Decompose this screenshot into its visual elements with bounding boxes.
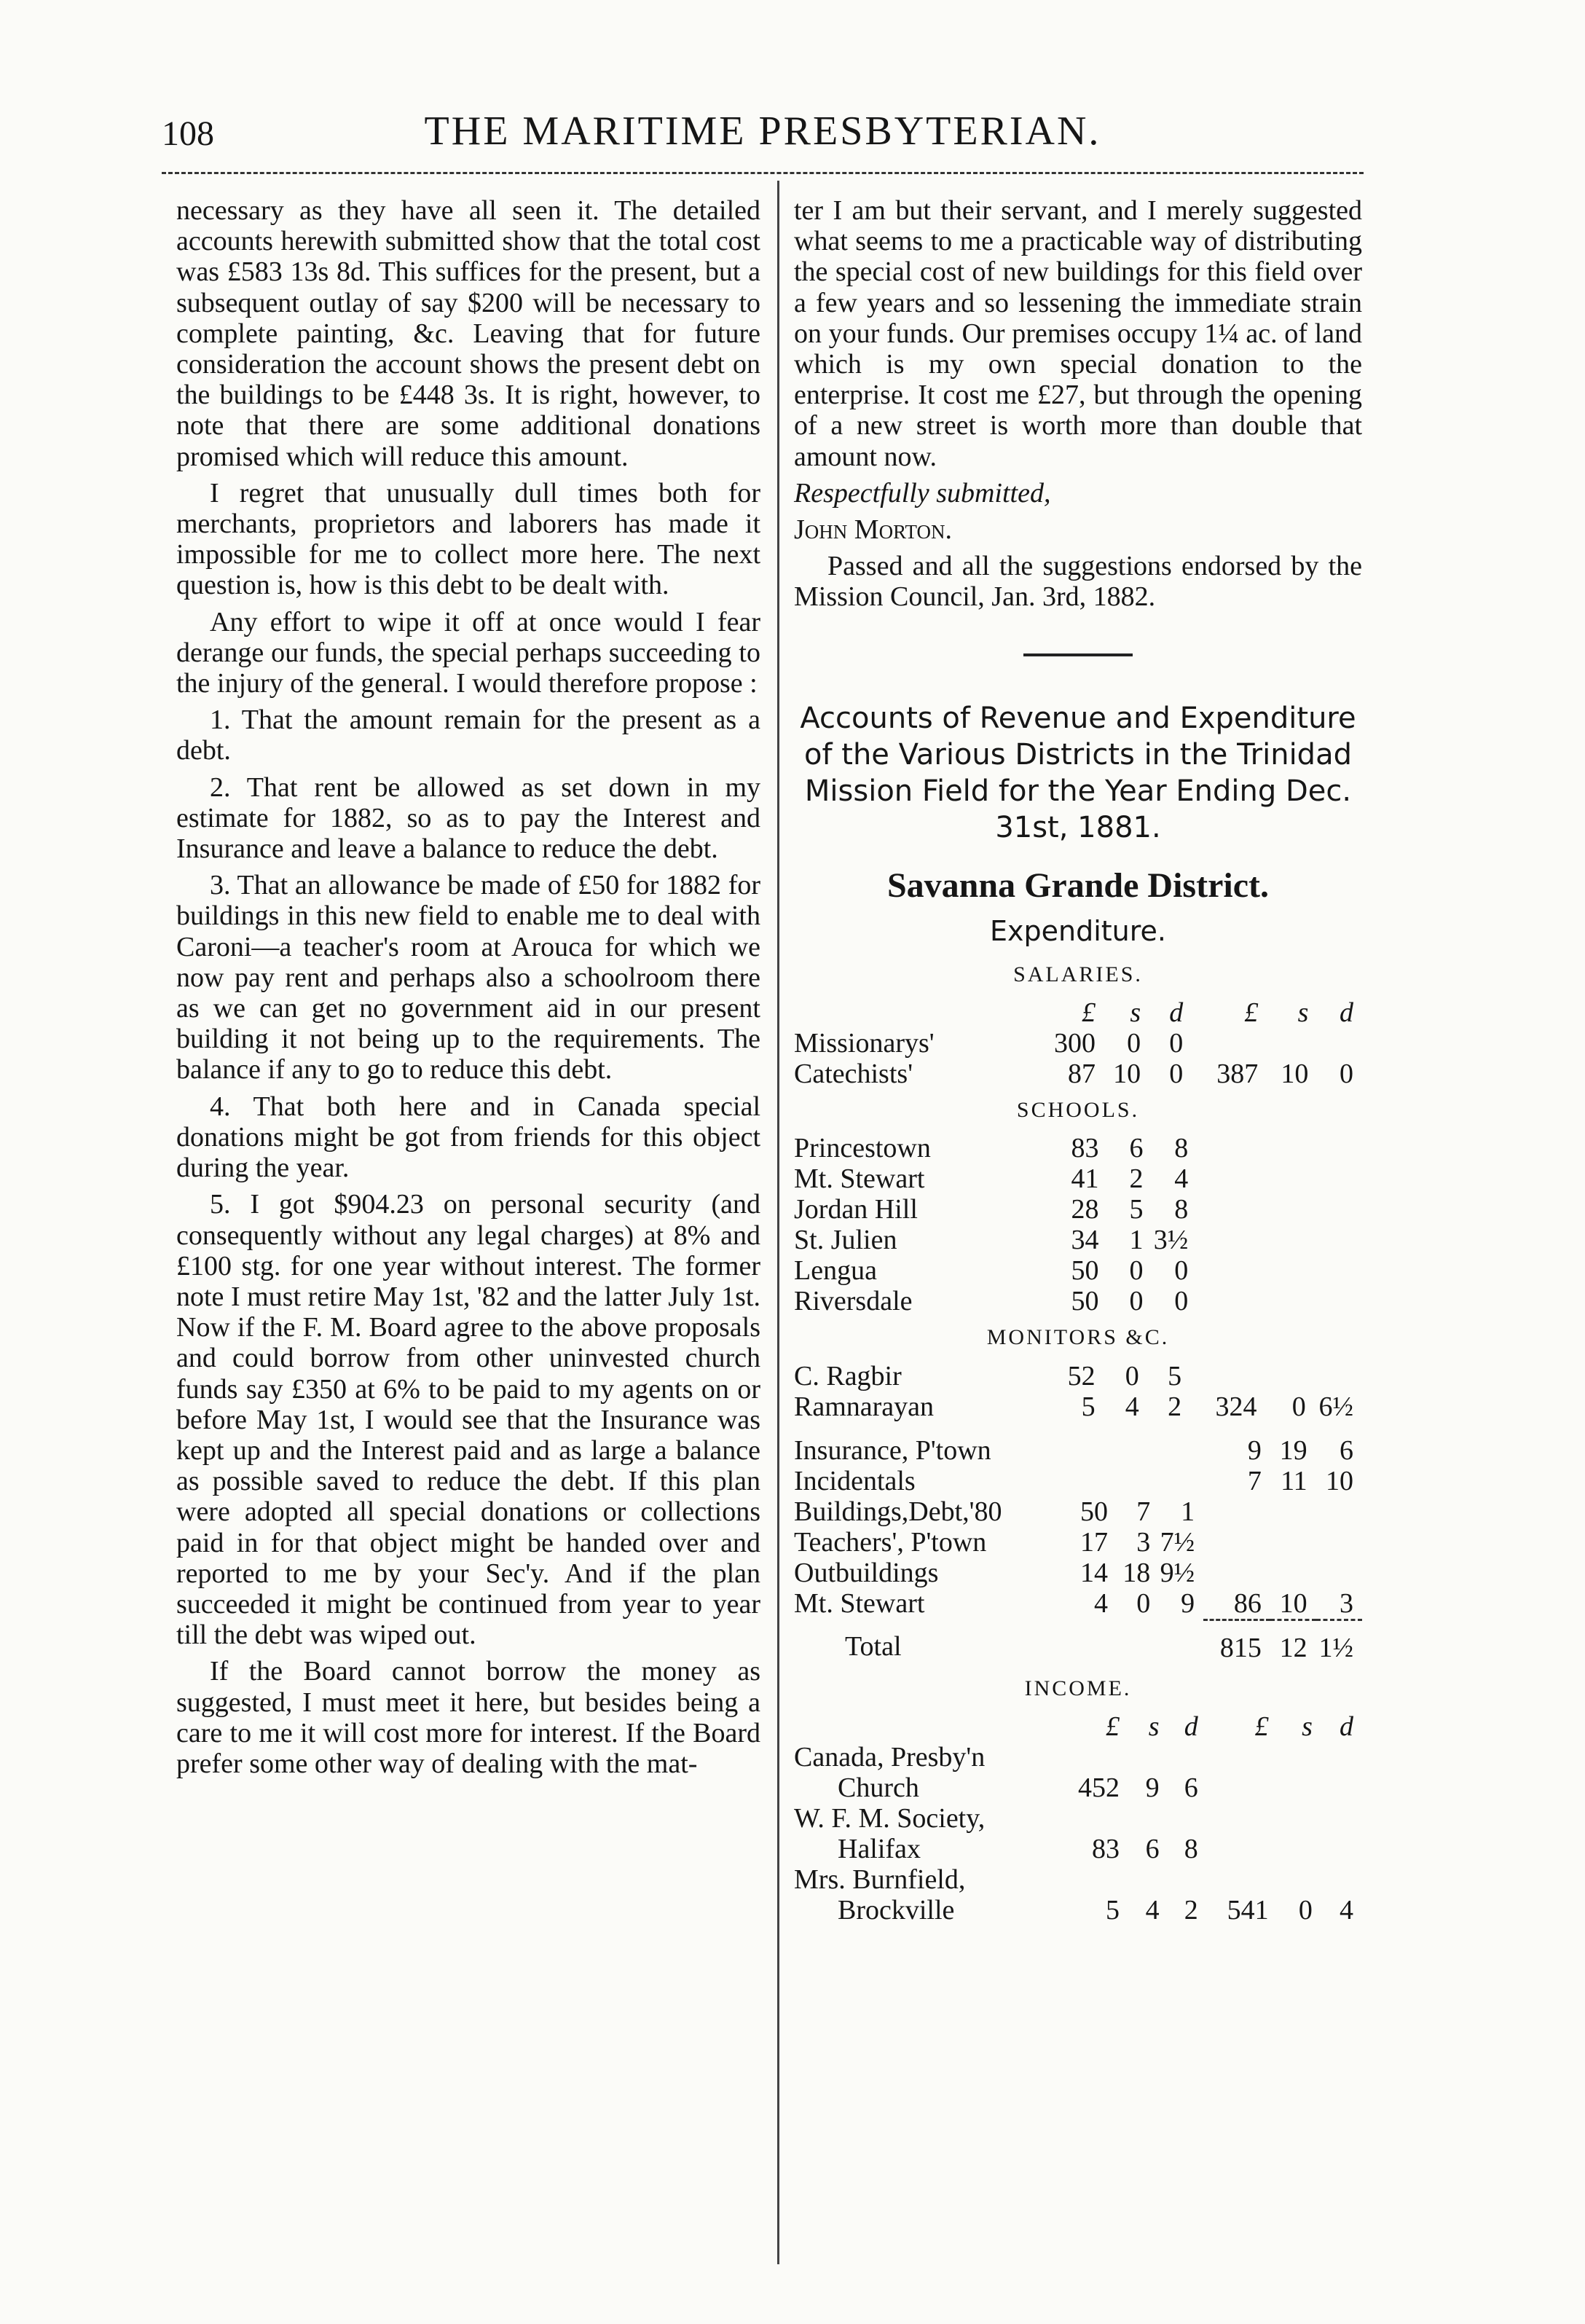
amount-cell: 18 xyxy=(1122,1557,1151,1588)
account-row xyxy=(794,1255,1362,1286)
amount-cell xyxy=(1192,1028,1267,1059)
amount-cell xyxy=(1278,1742,1321,1773)
page-header xyxy=(162,108,1364,166)
account-label: Church xyxy=(838,1772,919,1803)
amount-cell xyxy=(1128,1864,1168,1895)
amount-cell xyxy=(1270,1496,1316,1527)
proposal-item: 1. That the amount remain for the present as a debt. xyxy=(176,704,760,766)
account-label: Incidentals xyxy=(794,1465,916,1496)
amount-cell: 8 xyxy=(1174,1133,1189,1164)
amount-cell: 0 xyxy=(1174,1286,1189,1317)
amount-cell: 83 xyxy=(1092,1833,1120,1864)
amount-cell: 0 xyxy=(1125,1360,1139,1391)
amount-cell: 387 xyxy=(1216,1059,1259,1090)
amount-cell: 41 xyxy=(1071,1163,1099,1195)
amount-cell xyxy=(1269,1286,1317,1316)
amount-cell xyxy=(1316,1558,1362,1588)
amount-cell xyxy=(1321,1742,1362,1773)
amount-cell xyxy=(1278,1834,1321,1864)
schools-table xyxy=(794,1133,1362,1316)
amount-cell xyxy=(1128,1803,1168,1834)
account-label: Outbuildings xyxy=(794,1557,939,1588)
subsection-title: SCHOOLS. xyxy=(1016,1098,1140,1123)
amount-cell: 10 xyxy=(1326,1465,1353,1496)
paragraph: If the Board cannot borrow the money as suggested, I must meet it here, but besides being a care to me it will cost more for interest. If the Board prefer some other way of dealing with the mat- xyxy=(176,1656,760,1779)
amount-cell xyxy=(1318,1225,1362,1255)
amount-cell xyxy=(1128,1742,1168,1773)
account-label: Insurance, P'town xyxy=(794,1434,991,1466)
amount-cell: 11 xyxy=(1281,1465,1307,1496)
salaries-table xyxy=(794,997,1362,1089)
amount-cell xyxy=(1321,1864,1362,1895)
amount-cell xyxy=(1203,1527,1270,1558)
amount-cell xyxy=(1316,1527,1362,1558)
monitors-table xyxy=(794,1361,1362,1422)
amount-cell: 0 xyxy=(1127,1028,1141,1059)
amount-cell: 19 xyxy=(1279,1434,1307,1466)
amount-cell xyxy=(1270,1558,1316,1588)
amount-cell xyxy=(1270,1527,1316,1558)
amount-cell: 452 xyxy=(1078,1772,1120,1803)
amount-cell xyxy=(1321,1834,1362,1864)
account-row xyxy=(794,1466,1362,1496)
amount-cell: 3 xyxy=(1136,1526,1151,1558)
account-row xyxy=(794,1225,1362,1255)
account-label: Catechists' xyxy=(794,1059,913,1090)
account-row xyxy=(794,1496,1362,1527)
amount-cell xyxy=(1067,1864,1128,1895)
amount-cell: 50 xyxy=(1071,1286,1099,1317)
amount-cell: 14 xyxy=(1080,1557,1109,1588)
units-row: £ s d £ s d xyxy=(1106,1711,1353,1742)
amount-cell: 8 xyxy=(1174,1194,1189,1225)
account-row xyxy=(794,1435,1362,1466)
district-title: Savanna Grande District. xyxy=(886,865,1269,905)
total-row: Total 815 12 1½ xyxy=(794,1620,1362,1663)
running-title: THE MARITIME PRESBYTERIAN. xyxy=(424,109,1101,154)
account-label: Buildings,Debt,'80 xyxy=(794,1496,1002,1527)
amount-cell: 9 xyxy=(1181,1587,1195,1619)
proposal-item: 4. That both here and in Canada special donations might be got from friends for this object during the year. xyxy=(176,1091,760,1184)
amount-cell xyxy=(1168,1803,1207,1834)
amount-cell: 541 xyxy=(1227,1894,1269,1925)
amount-cell xyxy=(1190,1361,1265,1391)
right-column xyxy=(794,195,1362,1925)
amount-cell xyxy=(1203,1496,1270,1527)
amount-cell: 87 xyxy=(1067,1059,1096,1090)
amount-cell xyxy=(1269,1194,1317,1225)
account-row xyxy=(794,1163,1362,1194)
income-table xyxy=(794,1711,1362,1925)
left-column xyxy=(176,195,760,1785)
amount-cell: 0 xyxy=(1298,1894,1313,1925)
amount-cell: 17 xyxy=(1080,1526,1109,1558)
amount-cell xyxy=(1316,1496,1362,1527)
units-row: £ s d £ s d xyxy=(1081,997,1353,1029)
amount-cell xyxy=(1197,1163,1269,1194)
proposal-item: 2. That rent be allowed as set down in my estimate for 1882, so as to pay the Interest and Insurance and leave a balance to reduce the debt. xyxy=(176,772,760,865)
amount-cell: 1 xyxy=(1129,1225,1144,1256)
amount-cell xyxy=(1266,1361,1315,1391)
account-label: Lengua xyxy=(794,1255,877,1287)
amount-cell: 2 xyxy=(1184,1894,1198,1925)
amount-cell xyxy=(1197,1225,1269,1255)
amount-cell: 9 xyxy=(1145,1772,1160,1803)
amount-cell: 3 xyxy=(1340,1587,1353,1619)
amount-cell xyxy=(1159,1466,1203,1496)
amount-cell xyxy=(1067,1803,1128,1834)
account-label: Teachers', P'town xyxy=(794,1526,987,1558)
account-row xyxy=(794,1361,1362,1391)
amount-cell: 7½ xyxy=(1160,1526,1195,1558)
amount-cell: 0 xyxy=(1136,1587,1151,1619)
amount-cell xyxy=(1168,1742,1207,1773)
paragraph: I regret that unusually dull times both for merchants, proprietors and laborers has made it impossible for me to collect more here. The next question is, how is this debt to be dealt with. xyxy=(176,477,760,601)
amount-cell: 0 xyxy=(1169,1059,1184,1090)
passed-note: Passed and all the suggestions endorsed by the Mission Council, Jan. 3rd, 1882. xyxy=(794,551,1362,613)
amount-cell xyxy=(1063,1435,1117,1466)
amount-cell: 10 xyxy=(1279,1587,1307,1619)
amount-cell: 28 xyxy=(1071,1194,1099,1225)
account-label: C. Ragbir xyxy=(794,1360,902,1391)
account-row xyxy=(794,1803,1362,1834)
amount-cell xyxy=(1067,1742,1128,1773)
amount-cell: 4 xyxy=(1094,1587,1109,1619)
amount-cell: 34 xyxy=(1071,1225,1099,1256)
signoff: Respectfully submitted, xyxy=(794,477,1051,509)
account-label: Mt. Stewart xyxy=(794,1587,925,1619)
amount-cell xyxy=(1278,1864,1321,1895)
account-label: Missionarys' xyxy=(794,1028,935,1059)
amount-cell: 324 xyxy=(1215,1391,1257,1422)
amount-cell: 2 xyxy=(1168,1391,1182,1422)
header-rule xyxy=(162,172,1364,174)
amount-cell: 6½ xyxy=(1318,1391,1353,1422)
amount-cell xyxy=(1197,1194,1269,1225)
amount-cell: 0 xyxy=(1129,1255,1144,1287)
amount-cell: 5 xyxy=(1106,1894,1120,1925)
amount-cell xyxy=(1269,1225,1317,1255)
account-label: Mt. Stewart xyxy=(794,1163,925,1195)
account-label: W. F. M. Society, xyxy=(794,1802,986,1834)
account-row xyxy=(794,1864,1362,1895)
amount-cell: 5 xyxy=(1129,1194,1144,1225)
section-divider xyxy=(1023,653,1133,656)
amount-cell: 83 xyxy=(1071,1133,1099,1164)
amount-cell xyxy=(1317,1028,1362,1059)
amount-cell xyxy=(1269,1255,1317,1286)
amount-cell: 0 xyxy=(1169,1028,1184,1059)
account-label: Brockville xyxy=(838,1894,955,1925)
account-row xyxy=(794,1286,1362,1316)
amount-cell xyxy=(1168,1864,1207,1895)
amount-cell xyxy=(1207,1834,1278,1864)
amount-cell: 6 xyxy=(1129,1133,1144,1164)
amount-cell: 50 xyxy=(1080,1496,1109,1527)
proposal-item: 5. I got $904.23 on personal security (and consequently without any legal charges) at 8% and £100 stg. for one year without interest. The former note I must retire May 1st, '82 and the latter July 1st. Now if the F. M. Board agree to the above proposals and could borrow from other uninvested church funds say £350 at 6% to be paid to my agents on or before May 1st, I would see that the Insurance was kept up and the Interest paid and as large a balance as possible saved to reduce the debt. If this plan were adopted all special donations or collections paid in for that object might be handed over and reported to me by your Sec'y. And if the plan succeeded it might be continued from year to year till the debt was wiped out. xyxy=(176,1189,760,1651)
signature: John Morton. xyxy=(794,514,952,546)
amount-cell xyxy=(1197,1255,1269,1286)
amount-cell: 4 xyxy=(1340,1894,1353,1925)
amount-cell: 1 xyxy=(1181,1496,1195,1527)
account-label: Halifax xyxy=(838,1833,921,1864)
amount-cell: 8 xyxy=(1184,1833,1198,1864)
account-row xyxy=(794,1194,1362,1225)
amount-cell: 4 xyxy=(1174,1163,1189,1195)
account-row xyxy=(794,1895,1362,1925)
account-label: Ramnarayan xyxy=(794,1391,935,1422)
amount-cell: 6 xyxy=(1184,1772,1198,1803)
amount-cell: 4 xyxy=(1125,1391,1139,1422)
amount-cell xyxy=(1278,1773,1321,1803)
account-row xyxy=(794,1558,1362,1588)
amount-cell xyxy=(1318,1286,1362,1316)
amount-cell: 10 xyxy=(1113,1059,1141,1090)
account-row xyxy=(794,1391,1362,1422)
amount-cell: 86 xyxy=(1233,1587,1262,1619)
amount-cell xyxy=(1269,1163,1317,1194)
amount-cell xyxy=(1318,1163,1362,1194)
paragraph: Any effort to wipe it off at once would I fear derange our funds, the special perhaps succeeding to the injury of the general. I would therefore propose : xyxy=(176,606,760,699)
amount-cell: 7 xyxy=(1136,1496,1151,1527)
amount-cell: 0 xyxy=(1174,1255,1189,1287)
amount-cell xyxy=(1207,1803,1278,1834)
account-row xyxy=(794,1588,1362,1620)
amount-cell: 6 xyxy=(1145,1833,1160,1864)
proposal-item: 3. That an allowance be made of £50 for 1882 for buildings in this new field to enable me to deal with Caroni—a teacher's room at Arouca for which we now pay rent and perhaps also a schoolroom there as we can get no government aid in our present building it not being up to the requirements. The balance if any to go to reduce this debt. xyxy=(176,870,760,1086)
amount-cell: 6 xyxy=(1340,1434,1353,1466)
amount-cell: 9 xyxy=(1247,1434,1262,1466)
account-label: Jordan Hill xyxy=(794,1194,918,1225)
amount-cell xyxy=(1197,1133,1269,1163)
account-label: Princestown xyxy=(794,1133,931,1164)
amount-cell xyxy=(1197,1286,1269,1316)
account-row xyxy=(794,1059,1362,1089)
amount-cell: 10 xyxy=(1281,1059,1309,1090)
amount-cell xyxy=(1117,1466,1159,1496)
amount-cell xyxy=(1318,1255,1362,1286)
amount-cell: 3½ xyxy=(1153,1225,1189,1256)
subsection-title: SALARIES. xyxy=(1013,962,1143,987)
amount-cell xyxy=(1318,1133,1362,1163)
amount-cell: 0 xyxy=(1129,1286,1144,1317)
amount-cell xyxy=(1315,1361,1362,1391)
amount-cell xyxy=(1207,1773,1278,1803)
account-label: St. Julien xyxy=(794,1225,897,1256)
amount-cell: 4 xyxy=(1145,1894,1160,1925)
amount-cell xyxy=(1063,1466,1117,1496)
account-label: Riversdale xyxy=(794,1286,913,1317)
section-title: Expenditure. xyxy=(990,914,1166,947)
account-label: Mrs. Burnfield, xyxy=(794,1864,966,1895)
amount-cell xyxy=(1321,1803,1362,1834)
amount-cell: 0 xyxy=(1340,1059,1353,1090)
subsection-title: MONITORS &C. xyxy=(986,1325,1170,1350)
column-rule xyxy=(777,181,779,2264)
amount-cell: 7 xyxy=(1247,1465,1262,1496)
amount-cell: 50 xyxy=(1071,1255,1099,1287)
amount-cell xyxy=(1269,1133,1317,1163)
page-number: 108 xyxy=(162,114,214,153)
subsection-title: INCOME. xyxy=(1024,1676,1132,1700)
account-row xyxy=(794,1527,1362,1558)
amount-cell xyxy=(1203,1558,1270,1588)
amount-cell xyxy=(1318,1194,1362,1225)
amount-cell xyxy=(1267,1028,1317,1059)
amount-cell xyxy=(1117,1435,1159,1466)
amount-cell: 5 xyxy=(1168,1360,1182,1391)
amount-cell xyxy=(1207,1742,1278,1773)
account-row xyxy=(794,1834,1362,1864)
amount-cell: 0 xyxy=(1291,1391,1306,1422)
other-expenses-table xyxy=(794,1435,1362,1663)
amount-cell xyxy=(1159,1435,1203,1466)
amount-cell: 5 xyxy=(1081,1391,1096,1422)
account-label: Canada, Presby'n xyxy=(794,1741,986,1773)
amount-cell xyxy=(1278,1803,1321,1834)
amount-cell xyxy=(1321,1773,1362,1803)
account-row xyxy=(794,1028,1362,1059)
amount-cell: 2 xyxy=(1129,1163,1144,1195)
account-row xyxy=(794,1133,1362,1163)
account-row xyxy=(794,1742,1362,1773)
amount-cell xyxy=(1207,1864,1278,1895)
paragraph: necessary as they have all seen it. The detailed accounts herewith submitted show that the total cost was £583 13s 8d. This suffices for the present, but a subsequent outlay of say $200 will be necessary to complete painting, &c. Leaving that for future consideration the account shows the present debt on the buildings to be £448 3s. It is right, however, to note that there are some additional donations promised which will reduce this amount. xyxy=(176,195,760,472)
amount-cell: 52 xyxy=(1067,1360,1096,1391)
accounts-heading: Accounts of Revenue and Expenditure of the Various Districts in the Trinidad Mission Field for the Year Ending Dec. 31st, 1881. xyxy=(800,701,1356,844)
amount-cell: 300 xyxy=(1053,1028,1096,1059)
account-row xyxy=(794,1773,1362,1803)
amount-cell: 9½ xyxy=(1160,1557,1195,1588)
paragraph: ter I am but their servant, and I merely suggested what seems to me a practicable way of distributing the special cost of new buildings for this field over a few years and so lessening the immediate strain on your funds. Our premises occupy 1¼ ac. of land which is my own special donation to the enterprise. It cost me £27, but through the opening of a new street is worth more than double that amount now. xyxy=(794,195,1362,472)
